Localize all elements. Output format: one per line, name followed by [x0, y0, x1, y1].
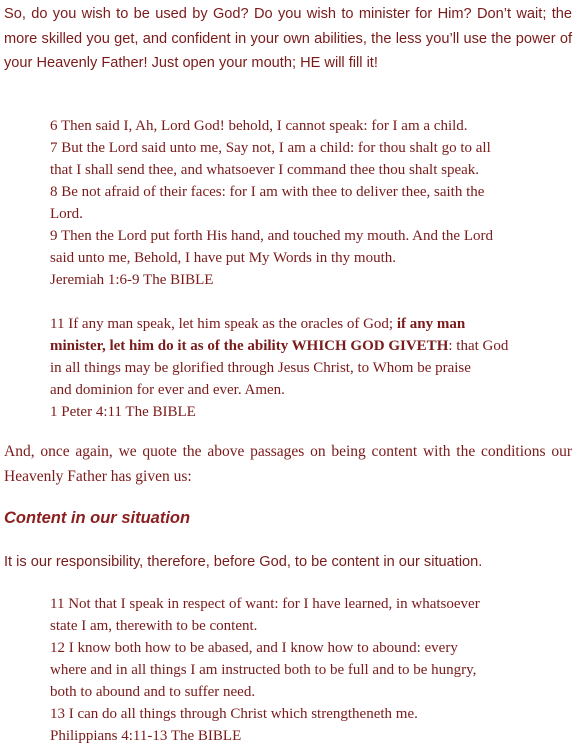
quote-reference: 1 Peter 4:11 The BIBLE — [50, 404, 196, 420]
intro-paragraph: So, do you wish to be used by God? Do you wish to minister for Him? Don’t wait; the more skilled you get, and confident in your own abilities, the less you’ll use the power of your Heavenly Father! Just open your mouth; HE will fill it! — [4, 6, 572, 71]
quote-line: in all things may be glorified through Jesus Christ, to Whom be praise — [50, 360, 471, 376]
quote-line: 11 Not that I speak in respect of want: for I have learned, in whatsoever — [50, 596, 480, 612]
quote-reference: Jeremiah 1:6-9 The BIBLE — [50, 272, 214, 288]
quote-line — [50, 335, 570, 357]
quote-line: 12 I know both how to be abased, and I know how to abound: every — [50, 640, 458, 656]
quote-line: 9 Then the Lord put forth His hand, and touched my mouth. And the Lord — [50, 228, 493, 244]
quote-text: : that God — [448, 338, 509, 354]
quote-line: 13 I can do all things through Christ which strengtheneth me. — [50, 706, 418, 722]
quote-line: both to abound and to suffer need. — [50, 684, 256, 700]
quote-text: 11 If any man speak, let him speak as the oracles of God; — [50, 316, 397, 332]
quote-emphasis: if any man — [396, 316, 466, 332]
quote-line: that I shall send thee, and whatsoever I command thee thou shalt speak. — [50, 162, 480, 178]
quote-reference: Philippians 4:11-13 The BIBLE — [50, 728, 242, 744]
quote-line: 7 But the Lord said unto me, Say not, I am a child: for thou shalt go to all — [50, 140, 491, 156]
quote-line: state I am, therewith to be content. — [50, 618, 258, 634]
quote-line: 6 Then said I, Ah, Lord God! behold, I cannot speak: for I am a child. — [50, 118, 468, 134]
quote-line: where and in all things I am instructed both to be full and to be hungry, — [50, 662, 477, 678]
transition-paragraph: And, once again, we quote the above passages on being content with the conditions our Heavenly Father has given us: — [4, 443, 572, 485]
quote-line — [50, 313, 570, 335]
quote-emphasis: minister, let him do it as of the ability WHICH GOD GIVETH — [50, 338, 449, 354]
quote-line: Lord. — [50, 206, 83, 222]
quote-line: 8 Be not afraid of their faces: for I am with thee to deliver thee, saith the — [50, 184, 485, 200]
section-paragraph: It is our responsibility, therefore, before God, to be content in our situation. — [4, 554, 483, 570]
section-heading: Content in our situation — [4, 509, 191, 527]
quote-line: and dominion for ever and ever. Amen. — [50, 382, 285, 398]
quote-line: said unto me, Behold, I have put My Words in thy mouth. — [50, 250, 396, 266]
scripture-quote-jeremiah — [50, 115, 570, 291]
scripture-quote-philippians — [50, 593, 570, 747]
scripture-quote-peter — [50, 313, 570, 423]
